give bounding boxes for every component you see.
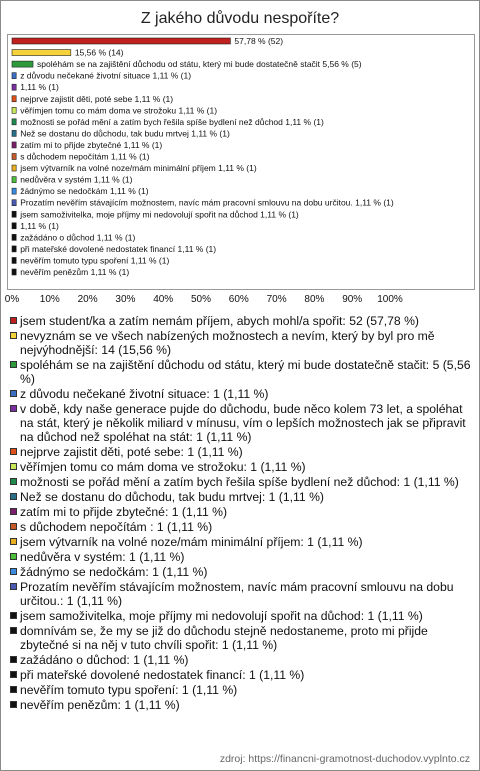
legend-swatch	[10, 583, 17, 590]
bar-1	[12, 50, 71, 56]
legend-label: domnívám se, že my se již do důchodu stejně nedostaneme, proto mi přijde zbytečné si na něj v tuto chvíli spořit: 1 (1,11 %)	[20, 624, 428, 652]
source-note: zdroj: https://financni-gramotnost-duchodov.vyplnto.cz	[219, 753, 470, 765]
legend-item	[10, 668, 472, 682]
legend-item	[10, 698, 472, 712]
legend-item	[10, 624, 472, 652]
legend-swatch	[10, 448, 17, 455]
legend-item	[10, 609, 472, 623]
bar-15	[12, 211, 16, 217]
legend-label: nevěřím penězům: 1 (1,11 %)	[20, 698, 180, 712]
legend-item	[10, 580, 472, 608]
legend-item	[10, 358, 472, 386]
bar-3	[12, 73, 16, 79]
x-tick-label-3: 30%	[115, 294, 136, 305]
legend-item	[10, 387, 472, 401]
legend-item	[10, 329, 472, 357]
legend-swatch	[10, 612, 17, 619]
bar-label-18: při mateřské dovolené nedostatek financí 1,11 % (1)	[20, 243, 217, 254]
legend-item	[10, 460, 472, 474]
legend-swatch	[10, 508, 17, 515]
bar-0	[12, 38, 230, 44]
bar-19	[12, 257, 16, 263]
legend-label: z důvodu nečekané životní situace: 1 (1,11 %)	[20, 387, 269, 401]
legend-label: Než se dostanu do důchodu, tak budu mrtvej: 1 (1,11 %)	[20, 490, 324, 504]
legend-swatch	[10, 390, 17, 397]
legend	[10, 314, 472, 713]
legend-swatch	[10, 463, 17, 470]
legend-swatch	[10, 686, 17, 693]
legend-label: nevyznám se ve všech nabízených možnostech a nevím, který by byl pro mě nejvýhodnější: 14 (15,56 %)	[20, 329, 435, 357]
legend-swatch	[10, 361, 17, 368]
legend-label: spoléhám se na zajištění důchodu od státu, který mi bude dostatečně stačit: 5 (5,56 %)	[20, 358, 471, 386]
legend-swatch	[10, 493, 17, 500]
x-tick-label-10: 100%	[377, 294, 403, 305]
bar-18	[12, 246, 16, 252]
bar-label-20: nevěřím penězům 1,11 % (1)	[20, 267, 130, 277]
x-tick-label-2: 20%	[77, 294, 98, 305]
bar-17	[12, 234, 16, 240]
bar-label-5: nejprve zajistit děti, poté sebe 1,11 % (1)	[20, 93, 174, 104]
legend-label: nevěřím tomuto typu spoření: 1 (1,11 %)	[20, 683, 238, 697]
legend-item	[10, 565, 472, 579]
bar-label-6: věřímjen tomu co mám doma ve strožoku 1,11 % (1)	[20, 105, 218, 116]
legend-label: nedůvěra v systém: 1 (1,11 %)	[20, 550, 185, 564]
x-tick-label-4: 40%	[153, 294, 174, 305]
legend-item	[10, 445, 472, 459]
legend-swatch	[10, 627, 17, 634]
legend-swatch	[10, 332, 17, 339]
legend-label: žádnýmo se nedočkám: 1 (1,11 %)	[20, 565, 208, 579]
bar-9	[12, 142, 16, 148]
bar-label-19: nevěřím tomuto typu spoření 1,11 % (1)	[20, 255, 170, 266]
bar-6	[12, 107, 16, 113]
legend-swatch	[10, 671, 17, 678]
legend-label: zažádáno o důchod: 1 (1,11 %)	[20, 653, 189, 667]
bar-label-15: jsem samoživitelka, moje příjmy mi nedovolují spořit na důchod 1,11 % (1)	[20, 209, 299, 220]
bar-label-13: žádnýmo se nedočkám 1,11 % (1)	[20, 186, 149, 197]
legend-label: věřímjen tomu co mám doma ve strožoku: 1 (1,11 %)	[20, 460, 306, 474]
legend-label: jsem samoživitelka, moje příjmy mi nedovolují spořit na důchod: 1 (1,11 %)	[20, 609, 423, 623]
legend-swatch	[10, 553, 17, 560]
legend-item	[10, 490, 472, 504]
chart-title: Z jakého důvodu nespoříte?	[140, 10, 340, 27]
bar-7	[12, 119, 16, 125]
bar-label-10: s důchodem nepočítám 1,11 % (1)	[20, 151, 150, 162]
bar-label-11: jsem výtvarník na volné noze/mám minimální příjem 1,11 % (1)	[20, 163, 257, 174]
bar-4	[12, 84, 16, 90]
legend-label: Prozatím nevěřím stávajícím možnostem, navíc mám pracovní smlouvu na dobu určitou.: 1 (1,11 %)	[20, 580, 454, 608]
bar-5	[12, 96, 16, 102]
bar-label-7: možnosti se pořád mění a zatím bych řešila spíše bydlení než důchod 1,11 % (1)	[20, 116, 324, 127]
legend-label: s důchodem nepočítám : 1 (1,11 %)	[20, 520, 213, 534]
bar-label-8: Než se dostanu do důchodu, tak budu mrtvej 1,11 % (1)	[20, 128, 230, 139]
bar-11	[12, 165, 16, 171]
bar-2	[12, 61, 33, 67]
legend-swatch	[10, 538, 17, 545]
legend-item	[10, 402, 472, 444]
legend-item	[10, 475, 472, 489]
legend-label: zatím mi to přijde zbytečné: 1 (1,11 %)	[20, 505, 228, 519]
bar-10	[12, 154, 16, 160]
bar-label-1: 15,56 % (14)	[74, 47, 124, 58]
bar-label-12: nedůvěra v systém 1,11 % (1)	[20, 174, 133, 185]
legend-label: jsem student/ka a zatím nemám příjem, abych mohl/a spořit: 52 (57,78 %)	[20, 314, 419, 328]
legend-swatch	[10, 568, 17, 575]
legend-label: možnosti se pořád mění a zatím bych řešila spíše bydlení než důchod: 1 (1,11 %)	[20, 475, 459, 489]
bar-8	[12, 130, 16, 136]
legend-item	[10, 683, 472, 697]
bar-label-4: 1,11 % (1)	[20, 82, 59, 93]
bar-13	[12, 188, 16, 194]
legend-item	[10, 550, 472, 564]
legend-item	[10, 653, 472, 667]
bar-label-2: spoléhám se na zajištění důchodu od státu, který mi bude dostatečně stačit 5,56 % (5)	[37, 59, 362, 70]
legend-label: jsem výtvarník na volné noze/mám minimální příjem: 1 (1,11 %)	[20, 535, 363, 549]
x-tick-label-0: 0%	[4, 294, 20, 305]
bar-20	[12, 269, 16, 275]
bar-label-0: 57,78 % (52)	[234, 36, 284, 46]
x-tick-label-7: 70%	[266, 294, 287, 305]
legend-item	[10, 314, 472, 328]
legend-item	[10, 535, 472, 549]
bar-14	[12, 200, 16, 206]
legend-swatch	[10, 523, 17, 530]
bar-chart	[0, 0, 480, 310]
legend-label: nejprve zajistit děti, poté sebe: 1 (1,11 %)	[20, 445, 243, 459]
legend-swatch	[10, 405, 17, 412]
legend-label: při mateřské dovolené nedostatek financí: 1 (1,11 %)	[20, 668, 305, 682]
legend-label: v době, kdy naše generace pujde do důchodu, bude něco kolem 73 let, a spoléhat na stát, který je několik miliard v mínusu, vím o lepších možnostech jak se připravit na důchod než spoléhat na stát: 1 (1,11 %)	[20, 402, 466, 444]
x-tick-label-8: 80%	[304, 294, 325, 305]
legend-swatch	[10, 317, 17, 324]
bar-label-3: z důvodu nečekané životní situace 1,11 % (1)	[20, 70, 192, 81]
bar-label-17: zažádáno o důchod 1,11 % (1)	[20, 232, 136, 243]
x-tick-label-5: 50%	[190, 294, 212, 305]
bar-label-9: zatím mi to přijde zbytečné 1,11 % (1)	[20, 139, 163, 150]
legend-swatch	[10, 478, 17, 485]
bar-label-14: Prozatím nevěřím stávajícím možnostem, navíc mám pracovní smlouvu na dobu určitou. 1,11 % (1)	[20, 197, 394, 208]
x-tick-label-6: 60%	[228, 294, 249, 305]
bar-12	[12, 177, 16, 183]
bar-label-16: 1,11 % (1)	[20, 220, 59, 231]
legend-swatch	[10, 701, 17, 708]
legend-swatch	[10, 656, 17, 663]
x-tick-label-9: 90%	[342, 294, 363, 305]
legend-item	[10, 505, 472, 519]
legend-item	[10, 520, 472, 534]
bar-16	[12, 223, 16, 229]
x-tick-label-1: 10%	[39, 294, 60, 305]
